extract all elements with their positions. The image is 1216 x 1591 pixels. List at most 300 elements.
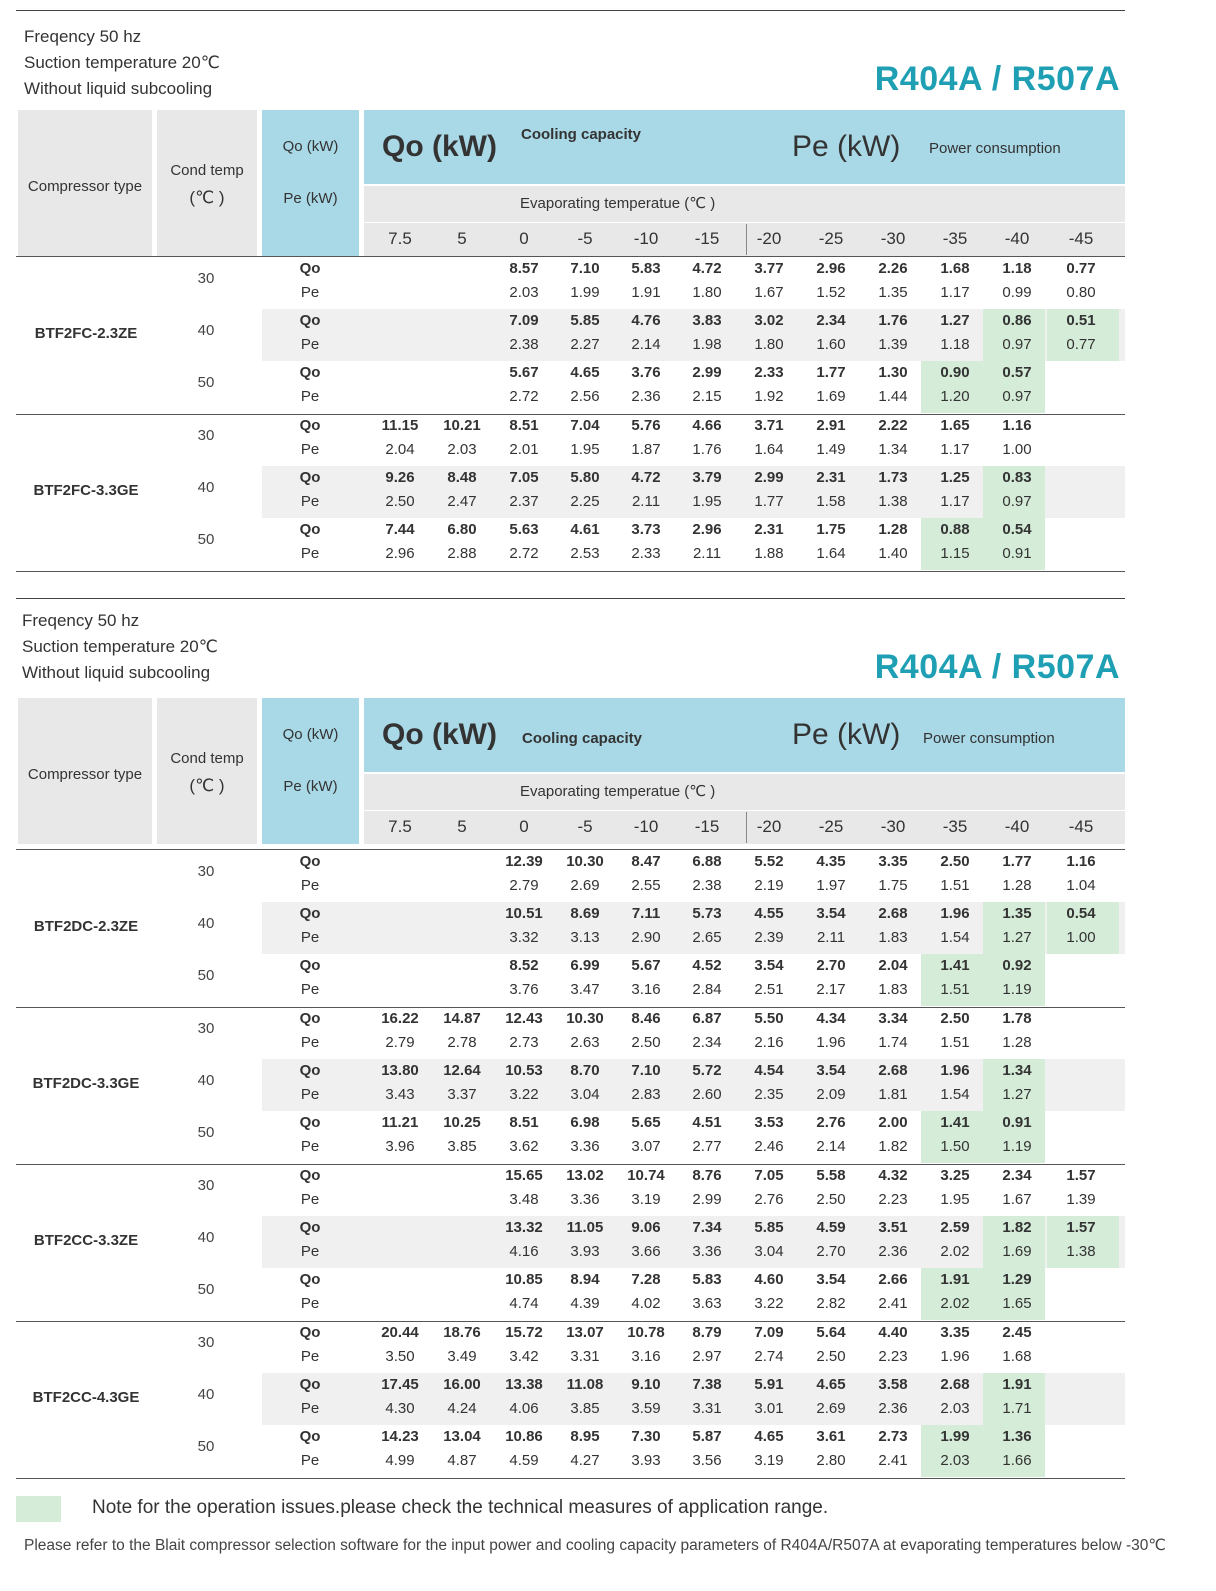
- pe-value: 1.69: [1002, 1243, 1032, 1260]
- qo-value: 3.51: [878, 1219, 908, 1236]
- qo-value: 1.75: [816, 521, 846, 538]
- cond-temp-value: 50: [197, 967, 215, 984]
- pe-value: 4.99: [385, 1452, 415, 1469]
- qo-value: 8.95: [570, 1428, 600, 1445]
- pe-row-label: Pe: [300, 1243, 320, 1260]
- evap-tick: 5: [457, 229, 467, 248]
- pe-value: 3.16: [631, 1348, 661, 1365]
- qo-value: 5.67: [631, 957, 661, 974]
- pe-row-label: Pe: [300, 1191, 320, 1208]
- qo-value: 2.50: [940, 853, 970, 870]
- pe-value: 1.40: [878, 545, 908, 562]
- pe-value: 1.27: [1002, 929, 1032, 946]
- pe-value: 1.91: [631, 284, 661, 301]
- qo-value: 6.98: [570, 1114, 600, 1131]
- evap-tick: -30: [880, 229, 906, 248]
- pe-value: 1.04: [1066, 877, 1096, 894]
- pe-value: 3.04: [754, 1243, 784, 1260]
- pe-row-label: Pe: [300, 336, 320, 353]
- qo-value: 5.83: [692, 1271, 722, 1288]
- qo-value: 4.66: [692, 417, 722, 434]
- qo-row-label: Qo: [299, 1376, 321, 1393]
- pe-value: 1.75: [878, 877, 908, 894]
- pe-value: 2.47: [447, 493, 477, 510]
- compressor-separator: [16, 1321, 1125, 1322]
- cond-temp-value: 40: [197, 1386, 215, 1403]
- pe-value: 1.51: [940, 1034, 970, 1051]
- pe-big-label: Pe (kW): [792, 130, 901, 163]
- qo-value: 2.59: [940, 1219, 970, 1236]
- qo-value: 7.38: [692, 1376, 722, 1393]
- pe-value: 4.59: [509, 1452, 539, 1469]
- cond-temp-value: 50: [197, 1438, 215, 1455]
- qo-value: 4.54: [754, 1062, 784, 1079]
- pe-value: 1.35: [878, 284, 908, 301]
- pe-row-label: Pe: [300, 493, 320, 510]
- pe-value: 2.65: [692, 929, 722, 946]
- pe-value: 2.34: [692, 1034, 722, 1051]
- qo-value: 10.30: [566, 1010, 604, 1027]
- evap-tick: -15: [694, 229, 720, 248]
- pe-value: 1.77: [754, 493, 784, 510]
- evap-tick: 0: [519, 229, 529, 248]
- pe-value: 1.38: [878, 493, 908, 510]
- pe-value: 2.15: [692, 388, 722, 405]
- pe-value: 3.43: [385, 1086, 415, 1103]
- qo-value: 11.08: [566, 1376, 604, 1393]
- cond-temp-value: 40: [197, 1229, 215, 1246]
- qo-value: 11.21: [381, 1114, 419, 1131]
- cond-temp-value: 50: [197, 531, 215, 548]
- cond-temp-value: 30: [197, 427, 215, 444]
- qo-value: 8.47: [631, 853, 661, 870]
- pe-value: 1.80: [692, 284, 722, 301]
- qo-value: 3.54: [754, 957, 784, 974]
- pe-row-label: Pe: [300, 1034, 320, 1051]
- qo-value: 0.86: [1002, 312, 1032, 329]
- qo-value: 1.77: [1002, 853, 1032, 870]
- qo-value: 5.76: [631, 417, 661, 434]
- qo-value: 2.22: [878, 417, 908, 434]
- evap-tick: -10: [633, 817, 659, 836]
- pe-value: 1.17: [940, 493, 970, 510]
- pe-value: 0.80: [1066, 284, 1096, 301]
- cond-temp-value: 50: [197, 1124, 215, 1141]
- pe-unit-label: Pe (kW): [283, 190, 338, 207]
- qo-value: 13.38: [505, 1376, 543, 1393]
- cond-temp-value: 30: [197, 270, 215, 287]
- cond-temp-value: 50: [197, 1281, 215, 1298]
- pe-value: 4.39: [570, 1295, 600, 1312]
- pe-value: 2.96: [385, 545, 415, 562]
- pe-value: 3.93: [570, 1243, 600, 1260]
- compressor-model: BTF2FC-3.3GE: [33, 482, 139, 499]
- pe-value: 3.66: [631, 1243, 661, 1260]
- qo-value: 1.41: [940, 1114, 970, 1131]
- pe-value: 3.36: [570, 1138, 600, 1155]
- evap-tick: -40: [1004, 229, 1030, 248]
- compressor-separator: [16, 1164, 1125, 1165]
- qo-value: 4.60: [754, 1271, 784, 1288]
- pe-value: 4.16: [509, 1243, 539, 1260]
- qo-value: 2.68: [878, 905, 908, 922]
- qo-value: 1.57: [1066, 1219, 1096, 1236]
- qo-value: 15.65: [505, 1167, 543, 1184]
- pe-value: 2.09: [816, 1086, 846, 1103]
- pe-value: 1.19: [1002, 1138, 1032, 1155]
- qo-value: 8.70: [570, 1062, 600, 1079]
- section-rule: [16, 598, 1125, 599]
- evap-tick: -20: [756, 229, 782, 248]
- qo-value: 4.34: [816, 1010, 846, 1027]
- pe-value: 1.74: [878, 1034, 908, 1051]
- qo-value: 0.83: [1002, 469, 1032, 486]
- qo-value: 5.58: [816, 1167, 846, 1184]
- qo-value: 1.29: [1002, 1271, 1032, 1288]
- qo-value: 2.91: [816, 417, 846, 434]
- pe-value: 1.00: [1002, 441, 1032, 458]
- pe-row-label: Pe: [300, 877, 320, 894]
- pe-value: 3.48: [509, 1191, 539, 1208]
- pe-value: 1.28: [1002, 1034, 1032, 1051]
- qo-row-label: Qo: [299, 1010, 321, 1027]
- pe-value: 1.96: [816, 1034, 846, 1051]
- qo-value: 4.76: [631, 312, 661, 329]
- cond-temp-value: 30: [197, 1020, 215, 1037]
- cond-temp-value: 40: [197, 322, 215, 339]
- qo-value: 20.44: [381, 1324, 419, 1341]
- pe-row-label: Pe: [300, 441, 320, 458]
- qo-value: 2.68: [878, 1062, 908, 1079]
- pe-value: 3.37: [447, 1086, 477, 1103]
- pe-value: 0.99: [1002, 284, 1032, 301]
- pe-value: 1.92: [754, 388, 784, 405]
- qo-value: 3.77: [754, 260, 784, 277]
- qo-value: 1.65: [940, 417, 970, 434]
- pe-value: 2.39: [754, 929, 784, 946]
- pe-value: 1.19: [1002, 981, 1032, 998]
- qo-value: 0.92: [1002, 957, 1032, 974]
- evap-tick: 7.5: [388, 229, 412, 248]
- evap-tick: -25: [818, 229, 844, 248]
- qo-value: 3.83: [692, 312, 722, 329]
- cond-temp-unit: (℃ ): [189, 188, 225, 207]
- evap-tick: -5: [577, 229, 593, 248]
- evap-tick: -45: [1068, 229, 1094, 248]
- pe-value: 3.42: [509, 1348, 539, 1365]
- pe-value: 2.33: [631, 545, 661, 562]
- pe-row-label: Pe: [300, 1452, 320, 1469]
- pe-value: 2.01: [509, 441, 539, 458]
- cond-temp-header: [157, 698, 257, 844]
- pe-value: 2.99: [692, 1191, 722, 1208]
- pe-value: 2.14: [631, 336, 661, 353]
- qo-big-label: Qo (kW): [382, 130, 497, 163]
- frequency-note: Freqency 50 hz: [22, 611, 140, 630]
- unit-header: [262, 698, 359, 844]
- qo-value: 1.99: [940, 1428, 970, 1445]
- pe-value: 2.50: [816, 1191, 846, 1208]
- pe-value: 1.98: [692, 336, 722, 353]
- qo-value: 7.09: [754, 1324, 784, 1341]
- evap-temp-label: Evaporating temperatue (℃ ): [520, 195, 716, 212]
- qo-value: 3.35: [878, 853, 908, 870]
- qo-value: 10.25: [443, 1114, 481, 1131]
- pe-value: 2.38: [692, 877, 722, 894]
- qo-value: 1.35: [1002, 905, 1032, 922]
- qo-value: 1.36: [1002, 1428, 1032, 1445]
- subcooling-note: Without liquid subcooling: [22, 663, 211, 682]
- qo-value: 8.51: [509, 417, 539, 434]
- qo-value: 4.32: [878, 1167, 908, 1184]
- pe-value: 4.06: [509, 1400, 539, 1417]
- evap-tick: -25: [818, 817, 844, 836]
- pe-value: 0.97: [1002, 493, 1032, 510]
- qo-row-label: Qo: [299, 364, 321, 381]
- qo-row-label: Qo: [299, 1271, 321, 1288]
- qo-value: 1.73: [878, 469, 908, 486]
- qo-row-label: Qo: [299, 417, 321, 434]
- evap-tick: -40: [1004, 817, 1030, 836]
- qo-row-label: Qo: [299, 1219, 321, 1236]
- compressor-model: BTF2FC-2.3ZE: [34, 325, 138, 342]
- qo-row-label: Qo: [299, 312, 321, 329]
- pe-value: 3.13: [570, 929, 600, 946]
- qo-unit-label: Qo (kW): [282, 726, 339, 743]
- pe-value: 3.96: [385, 1138, 415, 1155]
- pe-value: 2.50: [385, 493, 415, 510]
- qo-value: 7.44: [385, 521, 415, 538]
- qo-value: 11.05: [566, 1219, 604, 1236]
- pe-value: 2.50: [816, 1348, 846, 1365]
- qo-value: 2.31: [754, 521, 784, 538]
- pe-value: 3.62: [509, 1138, 539, 1155]
- evap-tick: -30: [880, 817, 906, 836]
- qo-value: 1.18: [1002, 260, 1032, 277]
- pe-value: 3.22: [509, 1086, 539, 1103]
- qo-value: 3.79: [692, 469, 722, 486]
- qo-value: 12.43: [505, 1010, 543, 1027]
- pe-value: 2.27: [570, 336, 600, 353]
- pe-value: 2.90: [631, 929, 661, 946]
- pe-value: 1.15: [940, 545, 970, 562]
- qo-value: 4.65: [816, 1376, 846, 1393]
- table-top-separator: [16, 849, 1125, 850]
- pe-value: 2.50: [631, 1034, 661, 1051]
- qo-value: 3.73: [631, 521, 661, 538]
- pe-row-label: Pe: [300, 1086, 320, 1103]
- qo-value: 7.10: [570, 260, 600, 277]
- cooling-capacity-label: Cooling capacity: [522, 730, 643, 747]
- qo-value: 1.82: [1002, 1219, 1032, 1236]
- pe-value: 1.17: [940, 284, 970, 301]
- compressor-separator: [16, 414, 1125, 415]
- pe-value: 1.83: [878, 981, 908, 998]
- pe-value: 1.60: [816, 336, 846, 353]
- qo-value: 7.28: [631, 1271, 661, 1288]
- qo-value: 3.76: [631, 364, 661, 381]
- cond-temp-value: 50: [197, 374, 215, 391]
- pe-value: 2.36: [878, 1243, 908, 1260]
- qo-value: 10.85: [505, 1271, 543, 1288]
- qo-value: 16.22: [381, 1010, 419, 1027]
- qo-value: 0.77: [1066, 260, 1096, 277]
- pe-value: 1.88: [754, 545, 784, 562]
- compressor-model: BTF2CC-3.3ZE: [33, 1232, 139, 1249]
- qo-value: 12.64: [443, 1062, 481, 1079]
- qo-value: 10.74: [627, 1167, 665, 1184]
- pe-value: 1.18: [940, 336, 970, 353]
- qo-value: 5.73: [692, 905, 722, 922]
- qo-value: 7.34: [692, 1219, 722, 1236]
- compressor-model: BTF2DC-3.3GE: [32, 1075, 140, 1092]
- pe-value: 2.80: [816, 1452, 846, 1469]
- pe-value: 3.47: [570, 981, 600, 998]
- compressor-model: BTF2CC-4.3GE: [32, 1389, 140, 1406]
- pe-value: 2.53: [570, 545, 600, 562]
- pe-value: 2.77: [692, 1138, 722, 1155]
- qo-value: 3.02: [754, 312, 784, 329]
- pe-value: 2.82: [816, 1295, 846, 1312]
- qo-value: 0.90: [940, 364, 970, 381]
- pe-value: 2.78: [447, 1034, 477, 1051]
- qo-value: 5.72: [692, 1062, 722, 1079]
- qo-value: 3.35: [940, 1324, 970, 1341]
- qo-value: 4.61: [570, 521, 600, 538]
- footer-reference: Please refer to the Blait compressor selection software for the input power and cooling capacity parameters of R404A/R507A at evaporating temperatures below -30℃: [24, 1537, 1166, 1554]
- pe-value: 2.74: [754, 1348, 784, 1365]
- pe-value: 2.79: [385, 1034, 415, 1051]
- pe-value: 2.60: [692, 1086, 722, 1103]
- pe-value: 2.36: [878, 1400, 908, 1417]
- pe-value: 1.50: [940, 1138, 970, 1155]
- pe-value: 3.31: [570, 1348, 600, 1365]
- pe-value: 2.69: [816, 1400, 846, 1417]
- pe-value: 4.24: [447, 1400, 477, 1417]
- pe-value: 1.71: [1002, 1400, 1032, 1417]
- pe-value: 2.76: [754, 1191, 784, 1208]
- pe-value: 1.97: [816, 877, 846, 894]
- pe-value: 1.44: [878, 388, 908, 405]
- pe-row-label: Pe: [300, 1400, 320, 1417]
- pe-value: 0.97: [1002, 336, 1032, 353]
- pe-value: 1.95: [692, 493, 722, 510]
- evap-tick: 0: [519, 817, 529, 836]
- cond-temp-header: [157, 110, 257, 256]
- pe-value: 3.76: [509, 981, 539, 998]
- pe-value: 4.02: [631, 1295, 661, 1312]
- qo-value: 18.76: [443, 1324, 481, 1341]
- qo-value: 2.50: [940, 1010, 970, 1027]
- pe-value: 1.20: [940, 388, 970, 405]
- qo-row-label: Qo: [299, 853, 321, 870]
- qo-value: 6.80: [447, 521, 477, 538]
- pe-value: 3.36: [570, 1191, 600, 1208]
- pe-unit-label: Pe (kW): [283, 778, 338, 795]
- qo-value: 10.51: [505, 905, 543, 922]
- qo-value: 1.77: [816, 364, 846, 381]
- pe-value: 3.50: [385, 1348, 415, 1365]
- pe-value: 4.87: [447, 1452, 477, 1469]
- qo-value: 0.54: [1066, 905, 1096, 922]
- pe-value: 3.85: [447, 1138, 477, 1155]
- evap-tick: -45: [1068, 817, 1094, 836]
- compressor-type-label: Compressor type: [27, 766, 143, 783]
- legend-note: Note for the operation issues.please check the technical measures of application range.: [92, 1497, 829, 1518]
- pe-value: 2.70: [816, 1243, 846, 1260]
- pe-big-label: Pe (kW): [792, 718, 901, 751]
- pe-value: 1.66: [1002, 1452, 1032, 1469]
- pe-value: 3.19: [631, 1191, 661, 1208]
- qo-value: 2.96: [692, 521, 722, 538]
- pe-value: 3.59: [631, 1400, 661, 1417]
- qo-value: 4.59: [816, 1219, 846, 1236]
- cond-temp-label: Cond temp: [170, 750, 244, 767]
- pe-value: 2.83: [631, 1086, 661, 1103]
- pe-row-label: Pe: [300, 284, 320, 301]
- qo-value: 8.52: [509, 957, 539, 974]
- unit-header: [262, 110, 359, 256]
- qo-row-label: Qo: [299, 1324, 321, 1341]
- pe-value: 2.11: [631, 493, 661, 510]
- pe-value: 2.25: [570, 493, 600, 510]
- pe-value: 1.00: [1066, 929, 1096, 946]
- suction-note: Suction temperature 20℃: [24, 53, 220, 72]
- qo-big-label: Qo (kW): [382, 718, 497, 751]
- qo-value: 7.30: [631, 1428, 661, 1445]
- pe-value: 2.19: [754, 877, 784, 894]
- qo-value: 12.39: [505, 853, 543, 870]
- qo-value: 2.76: [816, 1114, 846, 1131]
- pe-value: 2.88: [447, 545, 477, 562]
- qo-value: 2.45: [1002, 1324, 1032, 1341]
- pe-value: 3.93: [631, 1452, 661, 1469]
- pe-value: 2.46: [754, 1138, 784, 1155]
- qo-value: 1.68: [940, 260, 970, 277]
- pe-value: 1.80: [754, 336, 784, 353]
- pe-value: 1.82: [878, 1138, 908, 1155]
- pe-value: 2.16: [754, 1034, 784, 1051]
- pe-row-label: Pe: [300, 388, 320, 405]
- pe-value: 2.72: [509, 545, 539, 562]
- qo-value: 5.50: [754, 1010, 784, 1027]
- pe-value: 2.02: [940, 1295, 970, 1312]
- pe-value: 1.28: [1002, 877, 1032, 894]
- qo-value: 10.86: [505, 1428, 543, 1445]
- pe-value: 1.69: [816, 388, 846, 405]
- pe-value: 2.97: [692, 1348, 722, 1365]
- qo-row-label: Qo: [299, 1428, 321, 1445]
- qo-value: 5.80: [570, 469, 600, 486]
- qo-value: 17.45: [381, 1376, 419, 1393]
- qo-value: 0.57: [1002, 364, 1032, 381]
- pe-value: 2.72: [509, 388, 539, 405]
- pe-row-label: Pe: [300, 1295, 320, 1312]
- pe-value: 2.63: [570, 1034, 600, 1051]
- qo-value: 2.00: [878, 1114, 908, 1131]
- pe-value: 1.76: [692, 441, 722, 458]
- qo-value: 7.09: [509, 312, 539, 329]
- qo-value: 5.85: [570, 312, 600, 329]
- evap-tick: -20: [756, 817, 782, 836]
- qo-value: 1.41: [940, 957, 970, 974]
- qo-value: 2.99: [692, 364, 722, 381]
- pe-value: 1.68: [1002, 1348, 1032, 1365]
- pe-value: 1.65: [1002, 1295, 1032, 1312]
- qo-value: 14.87: [443, 1010, 481, 1027]
- cond-temp-unit: (℃ ): [189, 776, 225, 795]
- pe-value: 2.36: [631, 388, 661, 405]
